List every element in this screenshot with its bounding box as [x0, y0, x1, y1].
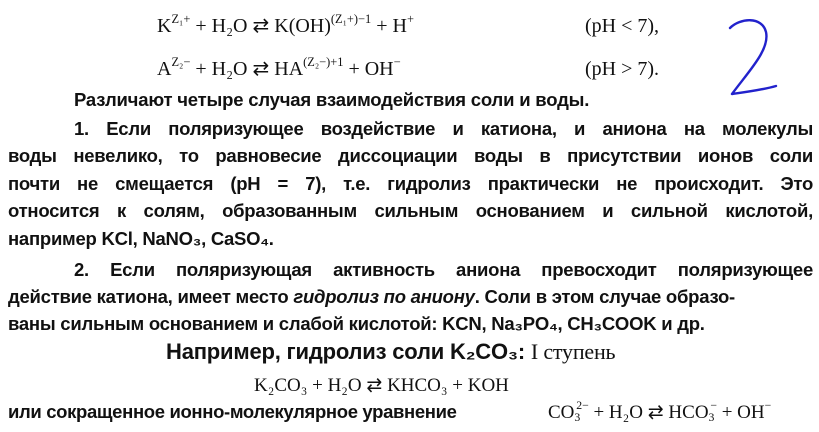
case2-line1: 2. Если поляризующая активность аниона превосходит поляризующее: [74, 259, 813, 280]
hydroxo-charge: (Z₁+)−1: [330, 11, 372, 26]
acid-product: HA: [269, 58, 304, 80]
case1-line4: относится к солям, образованным сильным основанием и сильной кислотой,: [8, 200, 813, 221]
example-heading-text: Например, гидролиз соли K₂CO₃:: [166, 339, 525, 364]
ionic-equation-label: или сокращенное ионно-молекулярное уравнение: [8, 401, 457, 422]
acidic-condition: (pH < 7),: [585, 15, 660, 37]
bicarbonate-subscript: 3: [708, 410, 715, 424]
equilibrium-arrow: ⇄: [252, 15, 270, 37]
carbonate-ion: CO: [548, 402, 575, 423]
hydrolysis-anion-equation: [157, 54, 401, 81]
cation-symbol: K: [157, 15, 172, 37]
water-term: + H₂O: [190, 15, 253, 37]
cases-intro: Различают четыре случая взаимодействия соли и воды.: [74, 89, 590, 110]
case2-line2-start: действие катиона, имеет место: [8, 286, 294, 307]
molecular-equation: K₂CO₃ + H₂O ⇄ KHCO₃ + KOH: [254, 375, 509, 396]
anion-symbol: A: [157, 58, 172, 80]
case1-line1: 1. Если поляризующее воздействие и катиона, и аниона на молекулы: [74, 118, 813, 139]
case1-line2: воды невелико, то равновесие диссоциации воды в присутствии ионов соли: [8, 145, 813, 166]
hydrolysis-cation-equation: [157, 11, 414, 38]
ionic-hydroxide-charge: −: [764, 399, 772, 413]
handwritten-number-mark: [722, 14, 782, 104]
hydroxide-charge: −: [393, 54, 401, 69]
hydrolysis-stage: I ступень: [530, 339, 616, 364]
ionic-equation: [548, 401, 771, 425]
bicarbonate-charge: −: [710, 399, 717, 413]
case2-line2: [8, 286, 813, 308]
cation-charge: Z₁+: [171, 11, 191, 26]
water-term: + H₂O: [190, 58, 253, 80]
hydroxide-ion: + OH: [343, 58, 394, 80]
acid-charge: (Z₂−)+1: [303, 54, 344, 69]
example-heading: [166, 341, 615, 363]
hydroxo-product: K(OH): [269, 15, 331, 37]
case2-line3: ваны сильным основанием и слабой кислотой: KCN, Na₃PO₄, CH₃COOK и др.: [8, 313, 705, 334]
carbonate-charge: 2−: [576, 399, 589, 413]
ionic-hydroxide: + OH: [716, 402, 765, 423]
case1-line5: например KCl, NaNO₃, CaSO₄.: [8, 228, 274, 249]
basic-condition: (pH > 7).: [585, 58, 660, 80]
anion-hydrolysis-term: гидролиз по аниону: [293, 286, 475, 307]
anion-charge: Z₂−: [171, 54, 191, 69]
equilibrium-arrow: ⇄: [252, 58, 270, 80]
hydrogen-ion: + H: [371, 15, 407, 37]
case2-line2-end: . Соли в этом случае образо-: [474, 286, 735, 307]
ionic-water-and-bicarbonate: + H₂O ⇄ HCO: [588, 402, 709, 423]
hydrogen-charge: +: [406, 11, 414, 26]
carbonate-subscript: 3: [574, 410, 581, 424]
case1-line3: почти не смещается (pH = 7), т.е. гидролиз практически не происходит. Это: [8, 173, 813, 194]
